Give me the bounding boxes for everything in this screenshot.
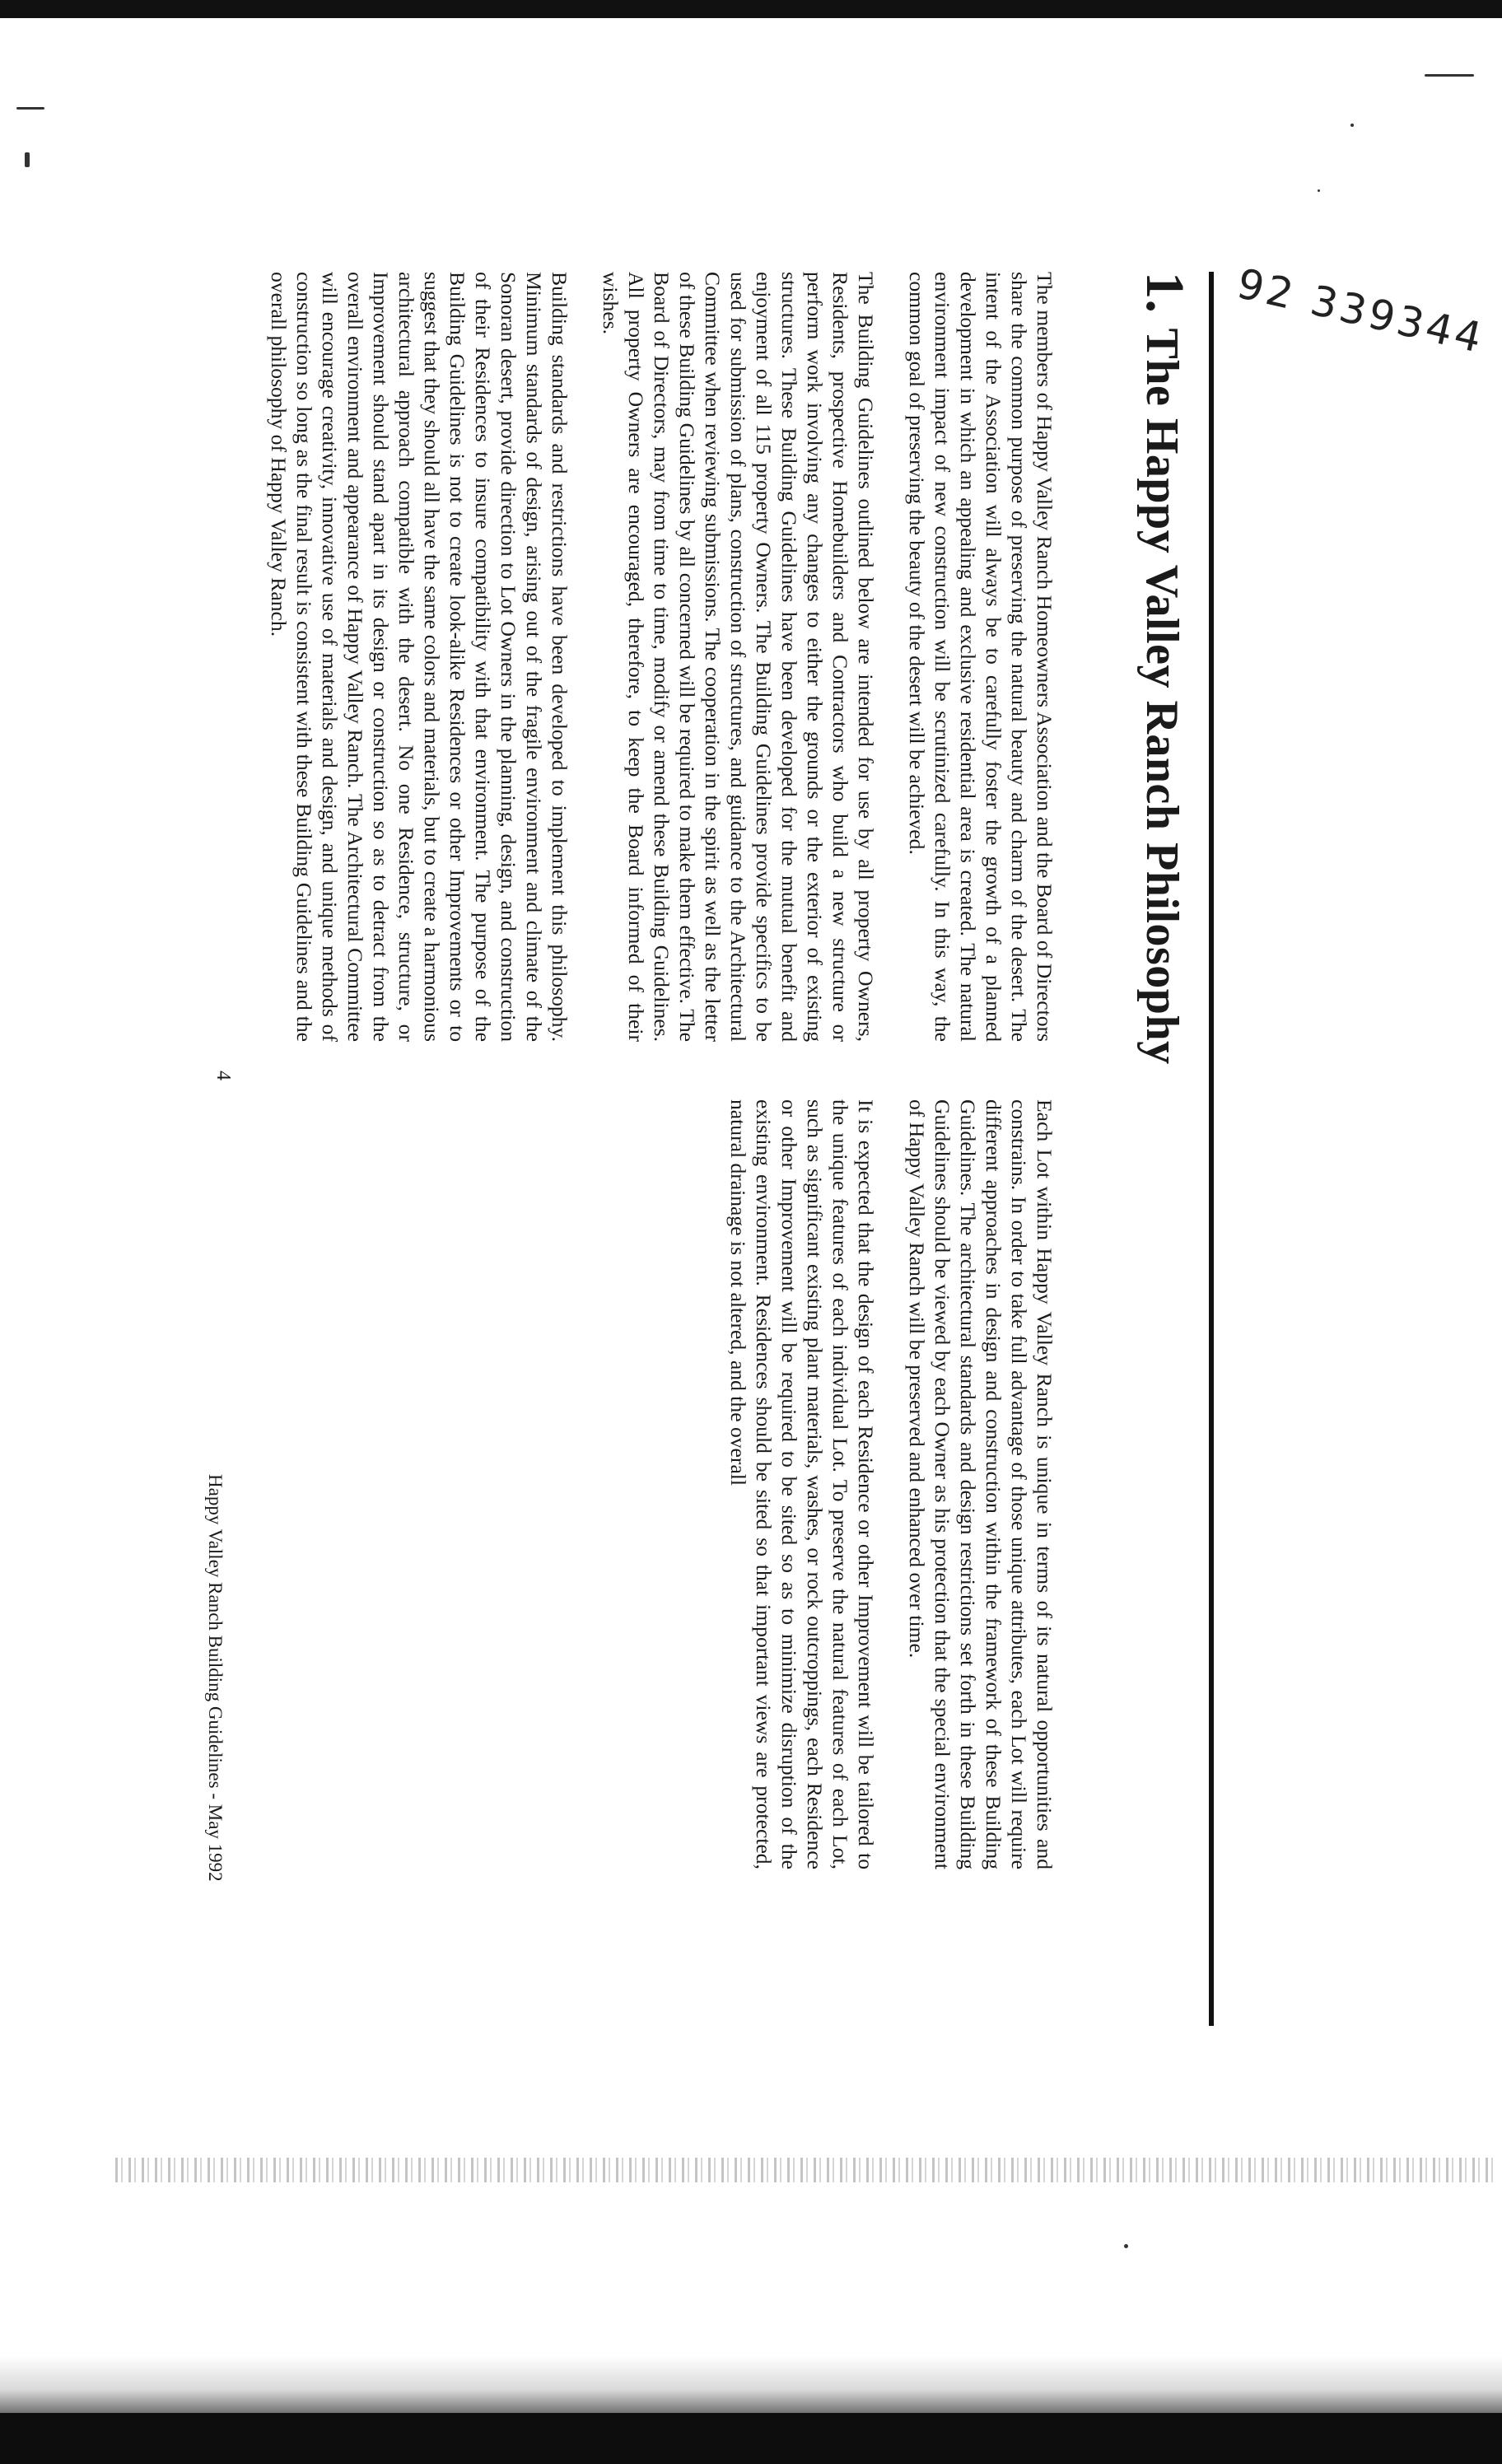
chapter-number: 1. (1135, 272, 1195, 314)
rotated-page-content (193, 272, 1214, 2182)
scan-speck (1318, 189, 1320, 192)
scan-border-top (0, 0, 1502, 18)
scan-speck (1425, 74, 1474, 77)
chapter-title: The Happy Valley Ranch Philosophy (1136, 328, 1187, 1065)
page-footer: Happy Valley Ranch Building Guidelines - May 1992 (205, 1474, 226, 1882)
paragraph: The Building Guidelines outlined below are intended for use by all property Owners, Residents, prospective Homebuilders and Contractors who build a new structure or perform work involving any changes to either the grounds or the exterior of existing structures. These Building Guidelines have been developed for the mutual benefit and enjoyment of all 115 property Owners. The Building Guidelines provide specifics to be used for submission of plans, construction of structures, and guidance to the Architectural Committee when reviewing submissions. The cooperation in the spirit as well as the letter of these Building Guidelines by all concerned will be required to make them effective. The Board of Directors, may from time to time, modify or amend these Building Guidelines. All property Owners are encouraged, therefore, to keep the Board informed of their wishes. (599, 272, 878, 1042)
paragraph: Each Lot within Happy Valley Ranch is unique in terms of its natural opportunities and constrains. In order to take full advantage of those unique attributes, each Lot will require different approaches in design and construction within the framework of these Building Guidelines. The architectural standards and design restrictions set forth in these Building Guidelines should be viewed by each Owner as his protection that the special environment of Happy Valley Ranch will be preserved and enhanced over time. (905, 1099, 1057, 1869)
paragraph: The members of Happy Valley Ranch Homeowners Association and the Board of Directors share the common purpose of preserving the natural beauty and charm of the desert. The intent of the Association will always be to carefully foster the growth of a planned development in which an appealing and exclusive residential area is created. The natural environment impact of new construction will be scrutinized carefully. In this way, the common goal of preserving the beauty of the desert will be achieved. (905, 272, 1057, 1042)
title-rule (1209, 272, 1214, 2026)
text-column-left (240, 272, 1057, 1042)
scan-speck (1350, 124, 1354, 127)
scan-speck (16, 107, 44, 110)
scan-shadow-bottom (0, 2355, 1502, 2413)
scan-speck (1124, 2244, 1128, 2248)
page-number: 4 (212, 1071, 234, 1080)
chapter-heading (1133, 272, 1196, 1065)
paragraph: Building standards and restrictions have been developed to implement this philosophy. Minimum standards of design, arising out of the fragile environment and climate of the Sonoran desert, provide direction to Lot Owners in the planning, design, and construction of their Residences to insure compatibility with that environment. The purpose of the Building Guidelines is not to create look-alike Residences or other Improvements or to suggest that they should all have the same colors and materials, but to create a harmonious architectural approach compatible with the desert. No one Residence, structure, or Improvement should stand apart in its design or construction so as to detract from the overall environment and appearance of Happy Valley Ranch. The Architectural Committee will encourage creativity, innovative use of materials and design, and unique methods of construction so long as the final result is consistent with these Building Guidelines and the overall philosophy of Happy Valley Ranch. (267, 272, 571, 1042)
scan-border-bottom (0, 2413, 1502, 2464)
paragraph: It is expected that the design of each Residence or other Improvement will be tailored to the unique features of each individual Lot. To preserve the natural features of each Lot, such as significant existing plant materials, washes, or rock outcroppings, each Residence or other Improvement will be required to be sited so as to minimize disruption of the existing environment. Residences should be sited so that important views are protected, natural drainage is not altered, and the overall (726, 1099, 878, 1869)
scan-speck (25, 152, 30, 167)
text-column-right (700, 1099, 1057, 1869)
handwritten-document-id: 92 339344 (1232, 259, 1490, 363)
